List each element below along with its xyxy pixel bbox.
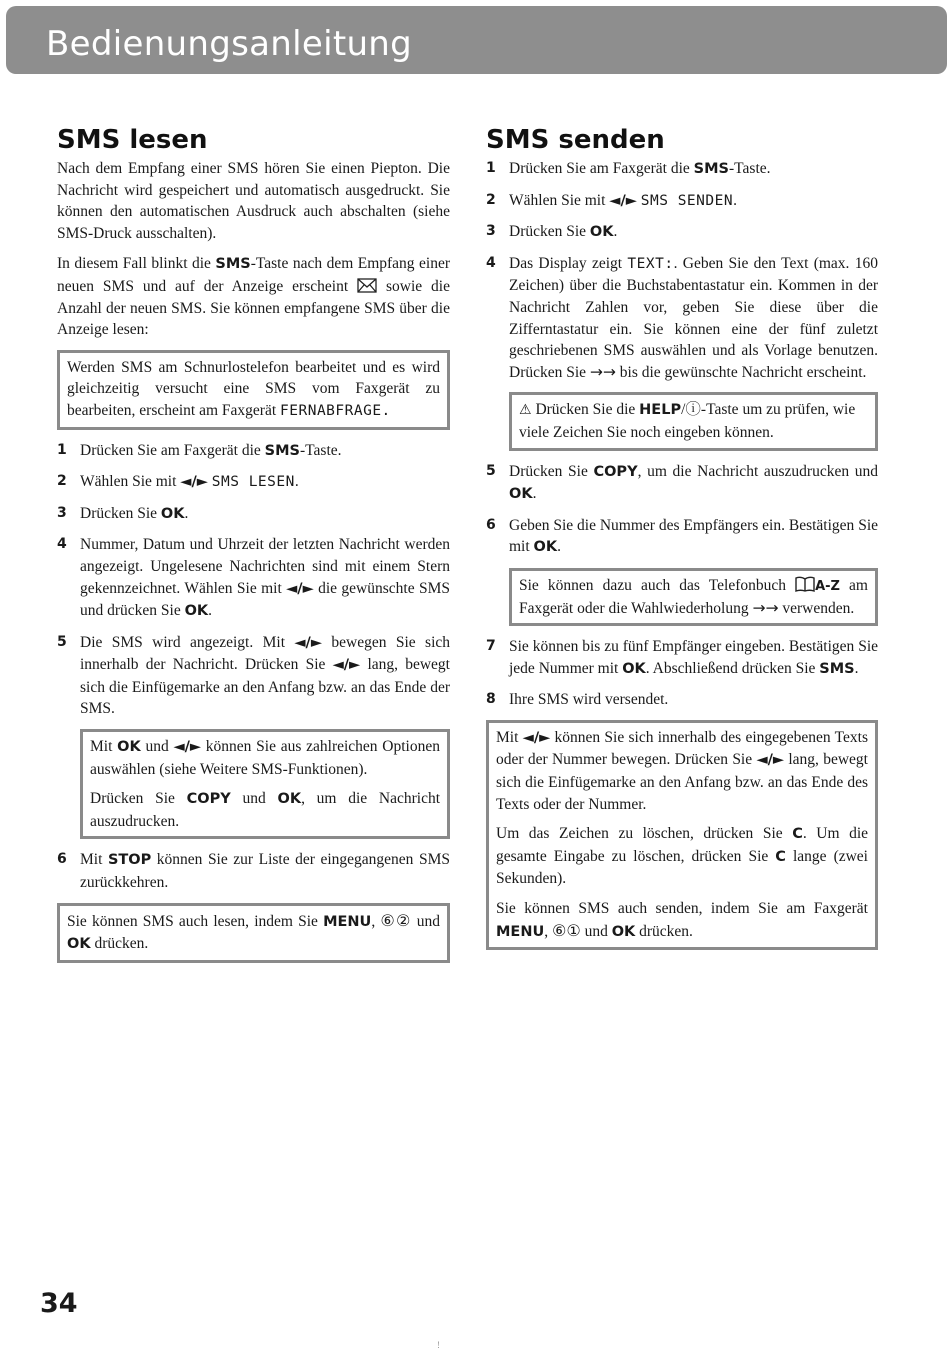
text: Um das Zeichen zu löschen, drücken Sie	[496, 825, 793, 843]
text: .	[532, 485, 537, 503]
step-2	[57, 471, 450, 494]
step-8	[486, 689, 878, 711]
step-6	[57, 849, 450, 893]
text: Sie können SMS auch lesen, indem Sie	[67, 912, 324, 930]
tip-box	[80, 729, 450, 839]
text: können Sie aus zahlreichen Optionen auswählen (siehe Weitere SMS-Funktionen).	[90, 738, 440, 778]
step-6	[486, 515, 878, 559]
display-text: SMS LESEN	[211, 474, 295, 491]
key-label: OK	[589, 224, 614, 241]
text: .	[854, 659, 859, 677]
key-label: COPY	[593, 463, 638, 480]
key-label: A-Z	[815, 578, 840, 594]
editing-tips-box	[486, 720, 878, 950]
text: . Abschließend drücken Sie	[645, 659, 820, 677]
number-keys-icon: ⑥①	[552, 920, 581, 940]
text: Nummer, Datum und Uhrzeit der letzten Nachricht werden angezeigt. Ungelesene Nachrichten sind mit einem Stern gekennzeichnet. Wählen Sie mit	[80, 536, 450, 597]
text: bis die gewünschte Nachricht erscheint.	[615, 363, 867, 381]
text: sowie die Anzahl der neuen SMS. Sie können empfangene SMS über die Anzeige lesen:	[57, 277, 450, 339]
key-label: SMS	[215, 256, 251, 273]
text: Wählen Sie mit	[80, 473, 181, 491]
text: Drücken Sie am Faxgerät die	[509, 160, 694, 177]
text: und	[230, 790, 278, 808]
text: am Faxgerät oder die Wahlwiederholung	[519, 576, 868, 617]
key-label: OK	[533, 539, 558, 556]
arrow-keys-icon: ◄/►	[180, 474, 208, 491]
arrow-right-icon: →→	[589, 362, 616, 381]
number-keys-icon: ⑥②	[380, 910, 412, 930]
text: die gewünschte SMS und drücken Sie	[80, 579, 450, 620]
text: Geben Sie die Nummer des Empfängers ein. Bestätigen Sie mit	[509, 516, 878, 556]
key-label: C	[792, 826, 803, 843]
key-label: STOP	[107, 852, 152, 869]
text: Drücken Sie am Faxgerät die	[80, 441, 265, 459]
text: Sie können dazu auch das Telefonbuch	[519, 576, 796, 594]
section-heading: SMS senden	[486, 125, 665, 155]
text: .	[208, 602, 213, 620]
text: , um die Nachricht auszudrucken.	[90, 790, 441, 830]
text: -Taste.	[728, 160, 771, 177]
key-label: C	[775, 848, 786, 865]
note-box	[57, 350, 450, 430]
text: -Taste.	[299, 441, 342, 459]
text: und	[411, 912, 441, 930]
text: Das Display zeigt	[509, 254, 628, 272]
step-number: 3	[486, 223, 496, 240]
envelope-icon	[357, 278, 377, 293]
text: Sie können bis zu fünf Empfänger eingeben. Bestätigen Sie jede Nummer mit	[509, 638, 878, 677]
header-bar	[6, 6, 947, 74]
arrow-keys-icon: ◄/►	[173, 739, 202, 756]
key-label: HELP	[639, 402, 682, 419]
section-sms-lesen	[57, 124, 450, 973]
key-label: OK	[611, 923, 636, 940]
text: . Um die gesamte Eingabe zu löschen, drücken Sie	[496, 825, 869, 865]
text: Wählen Sie mit	[509, 191, 610, 209]
text: und	[140, 738, 174, 756]
display-text: TEXT:	[627, 255, 674, 272]
key-label: COPY	[186, 791, 231, 808]
key-label: MENU	[323, 913, 372, 930]
arrow-right-icon: →→	[752, 598, 779, 617]
step-number: 6	[57, 851, 67, 868]
text: lang, bewegt sich die Einfügemarke an den Anfang bzw. an das Ende des Texts oder der Nummer.	[496, 751, 868, 813]
text: und	[580, 922, 612, 940]
text: .	[613, 223, 618, 241]
text: In diesem Fall blinkt die	[57, 255, 216, 273]
key-label: OK	[509, 486, 533, 503]
text: drücken.	[635, 922, 693, 940]
key-label: OK	[117, 739, 141, 756]
text: können Sie zur Liste der eingegangenen SMS zurückkehren.	[80, 851, 450, 892]
book-icon	[795, 576, 815, 592]
key-label: OK	[160, 505, 185, 522]
text: , um die Nachricht auszudrucken und	[637, 462, 879, 480]
text: Drücken Sie	[509, 223, 590, 241]
step-number: 6	[486, 516, 496, 533]
key-label: OK	[622, 660, 646, 677]
text: können Sie sich innerhalb des eingegebenen Texts oder der Nummer bewegen. Drücken Sie	[496, 728, 868, 769]
info-icon: ⓘ	[685, 400, 701, 419]
arrow-keys-icon: ◄/►	[756, 752, 785, 769]
text: Werden SMS am Schnurlostelefon bearbeitet und es wird gleichzeitig versucht eine SMS vom Faxgerät zu bearbeiten, erscheint am Faxgerät	[67, 358, 440, 419]
key-label: SMS	[819, 660, 855, 677]
step-number: 8	[486, 691, 496, 708]
text: -Taste um zu prüfen, wie viele Zeichen Sie noch eingeben können.	[519, 401, 856, 441]
paragraph-display	[57, 253, 450, 340]
key-label: MENU	[496, 923, 545, 940]
key-label: OK	[184, 603, 209, 620]
text: .	[733, 191, 737, 209]
step-5	[57, 632, 450, 720]
step-number: 2	[486, 191, 496, 208]
step-number: 2	[57, 473, 67, 490]
step-number: 7	[486, 638, 496, 655]
arrow-keys-icon: ◄/►	[294, 634, 322, 651]
text: . Geben Sie den Text (max. 160 Zeichen) über die Buchstabentastatur ein. Kommen in der Nachricht Zahlen vor, geben Sie diese über die Zifferntastatur ein. Sie können eine der fünf zuletzt geschriebenen SMS auswählen und als Vorlage benutzen. Drücken Sie	[509, 254, 878, 381]
text: Drücken Sie die	[531, 401, 640, 419]
step-number: 1	[486, 160, 496, 176]
phonebook-tip-box	[509, 568, 878, 626]
step-3	[486, 221, 878, 244]
footer-mark: !	[437, 1340, 440, 1350]
text: Mit	[90, 738, 118, 756]
text: .	[557, 538, 561, 556]
text: ,	[544, 922, 552, 940]
display-text: SMS SENDEN	[640, 192, 734, 209]
page-number: 34	[40, 1288, 78, 1319]
text: lange (zwei Sekunden).	[496, 847, 868, 888]
text: ,	[371, 912, 381, 930]
text: bewegen Sie sich innerhalb der Nachricht. Drücken Sie	[80, 633, 451, 674]
step-4	[57, 534, 450, 622]
step-4	[486, 253, 878, 384]
text: Die SMS wird angezeigt. Mit	[80, 633, 295, 651]
section-sms-senden	[486, 124, 878, 960]
key-label: SMS	[693, 161, 729, 177]
page-header-title: Bedienungsanleitung	[46, 24, 413, 64]
text: Mit	[496, 728, 523, 746]
text: .	[184, 504, 189, 522]
step-number: 1	[57, 441, 67, 458]
step-number: 5	[486, 462, 496, 479]
text: lang, bewegt sich die Einfügemarke an den Anfang bzw. an das Ende der SMS.	[80, 656, 450, 718]
warning-icon: ⚠	[519, 402, 532, 419]
text: -Taste nach dem Empfang einer neuen SMS und auf der Anzeige erscheint	[57, 255, 450, 295]
warning-box	[509, 392, 878, 450]
step-1	[57, 440, 450, 463]
display-text: FERNABFRAGE.	[280, 402, 391, 419]
step-number: 4	[486, 254, 496, 271]
step-3	[57, 503, 450, 526]
text: Drücken Sie	[90, 790, 187, 808]
step-number: 3	[57, 504, 67, 521]
text: Drücken Sie	[509, 462, 594, 480]
menu-shortcut-box	[57, 903, 450, 963]
step-2	[486, 190, 878, 213]
key-label: SMS	[264, 442, 300, 459]
text: drücken.	[90, 935, 149, 953]
text: /	[681, 401, 686, 419]
key-label: OK	[67, 936, 91, 953]
step-number: 4	[57, 536, 67, 553]
text: Mit	[80, 851, 108, 869]
key-label: OK	[277, 791, 302, 808]
arrow-keys-icon: ◄/►	[286, 580, 314, 597]
step-1	[486, 158, 878, 181]
arrow-keys-icon: ◄/►	[609, 192, 637, 209]
step-number: 5	[57, 633, 67, 650]
intro-paragraph: Nach dem Empfang einer SMS hören Sie einen Piepton. Die Nachricht wird gespeichert und automatisch ausgedruckt. Sie können den automatischen Ausdruck auch abschalten (siehe SMS-Druck ausschalten).	[57, 160, 450, 242]
text: Sie können SMS auch senden, indem Sie am Faxgerät	[496, 900, 868, 918]
text: Drücken Sie	[80, 504, 161, 522]
arrow-keys-icon: ◄/►	[522, 729, 551, 746]
step-7	[486, 636, 878, 680]
text: .	[294, 473, 299, 491]
text: Ihre SMS wird versendet.	[509, 691, 669, 709]
arrow-keys-icon: ◄/►	[332, 657, 361, 674]
section-heading: SMS lesen	[57, 125, 208, 155]
step-5	[486, 461, 878, 506]
text: verwenden.	[778, 599, 855, 617]
